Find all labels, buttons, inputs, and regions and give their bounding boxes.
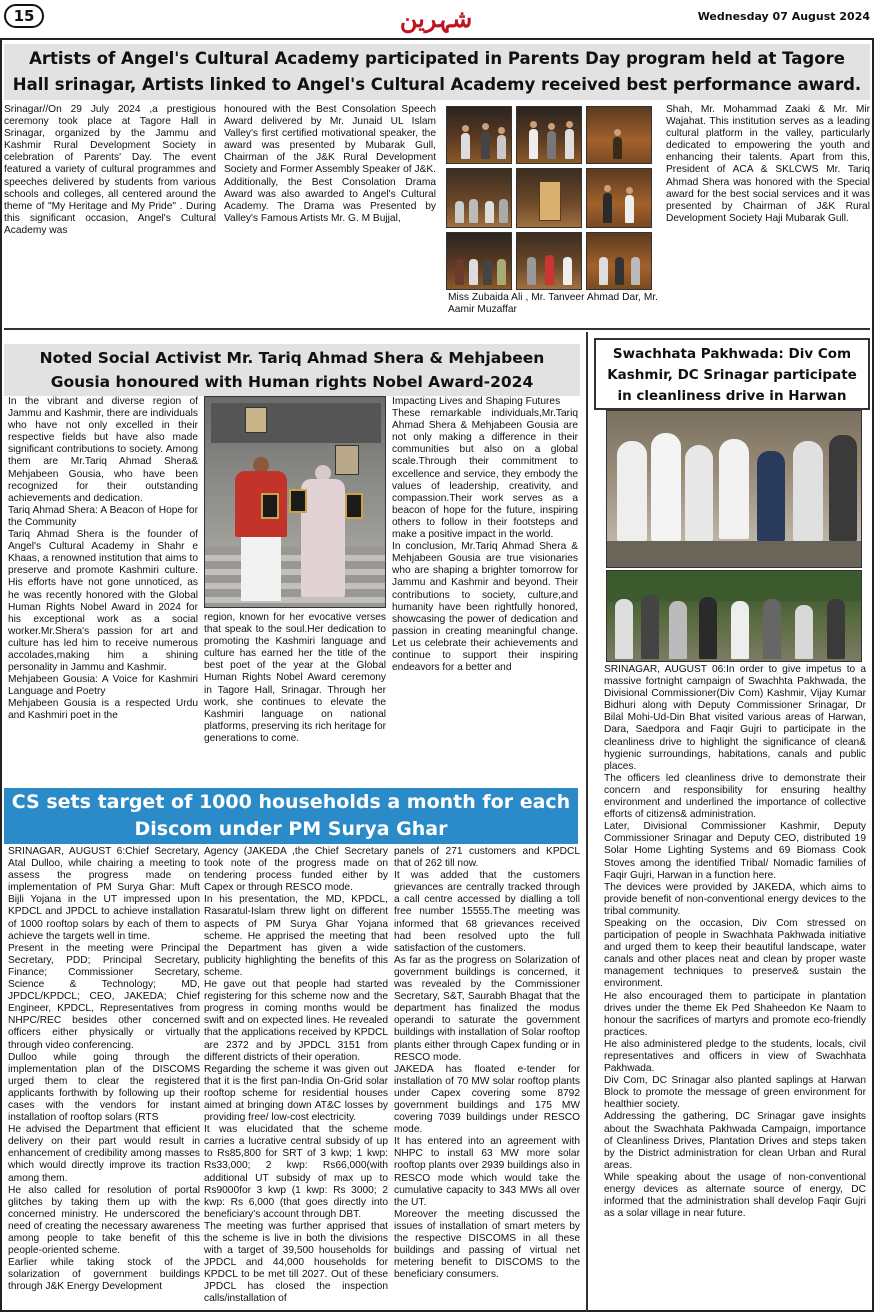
column-rule [586,332,588,1312]
stage-photo [446,106,512,164]
article1-photo-caption: Miss Zubaida Ali , Mr. Tanveer Ahmad Dar, Mr. Aamir Muzaffar [448,292,658,316]
article4-column-3: panels of 271 customers and KPDCL that of 262 till now. It was added that the customers grievances are centrally tracked through a call centre accessed by dialling a toll free number 15555.The meeting was informed that 68 grievances received had been resolved upto the full satisfaction of the customers. As far as the progress on Solarization of government buildings is concerned, it was revealed by the Commissioner Secretary, S&T, Saurabh Bhagat that the department has finalized the modus operandi to saturate the government buildings with installation of Solar rooftop plants either through Capex funding or in RESCO mode. JAKEDA has floated e-tender for installation of 70 MW solar rooftop plants under Capex covering some 8792 government buildings and 175 MW covering 7039 buildings under RESCO mode. It has entered into an agreement with NHPC to install 63 MW more solar rooftop plants over 2939 buildings also in RESCO mode which would take the cumulative capacity to 343 MWs all over the UT. Moreover the meeting discussed the issues of installation of smart meters by the respective DISCOMS in all these buildings and passing of virtual net metering benefit to DISCOMS to the beneficiary consumers. [394,846,580,1281]
article4-headline: CS sets target of 1000 households a month for each Discom under PM Surya Ghar [4,788,578,844]
article1-column-1: Srinagar//On 29 July 2024 ,a prestigious ceremony took place at Tagore Hall in Srinagar, organized by the Jammu and Kashmir Rural Development Society in celebration of Parents' Day. The event featured a variety of cultural programmes and speeches delivered by students from various schools and colleges, all centered around the theme of "My Heritage and My Pride" . During this significant occasion, Angel's Cultural Academy was [4,104,216,236]
stage-photo [586,168,652,228]
article1-column-3: Shah, Mr. Mohammad Zaaki & Mr. Mir Wajahat. This institution serves as a leading cultural platform in the valley, particularly dedicated to empowering the youth and enhancing their talents. Apart from this, President of ACA & SKLCWS Mr. Tariq Ahmad Shera was honored with the Special award for the best social services and it was presented by Chairman of J&K Rural Development Society Haji Mubarak Gull. [666,104,870,224]
stage-photo [516,232,582,290]
article1-photo-collage [446,106,660,290]
page-number: 15 [4,4,44,28]
masthead-logo: شہرین [399,4,473,33]
article4-column-1: SRINAGAR, AUGUST 6:Chief Secretary, Atal Dulloo, while chairing a meeting to assess the progress made on implementation of PM Surya Ghar: Muft Bijli Yojana in the UT impressed upon KPDCL and JPDCL to achieve installation of 1000 rooftop solars by each of them to achieve the targets well in time. Present in the meeting were Principal Secretary, PDD; Principal Secretary, Finance; Commissioner Secretary, Science & Technology; MD, JPDCL/KPDCL; CEO, JAKEDA; Chief Engineer, KPDCL, Representatives from NHPC/REC besides other concerned officers either physically or virtually through video conferencing. Dulloo while going through the implementation plan of the DISCOMS urged them to clear the registered applicants forthwith by following up their cases with the vendors for instant installation of rooftop solars (RTS He advised the Department that efficient delivery on their part would result in enhancement of credibility among masses which would directly improve its traction among them. He also called for resolution of portal glitches by taking them up with the concerned ministry. He underscored the need of creating the necessary awareness among people to take benefit of this people-oriented scheme. Earlier while taking stock of the solarization of government buildings through J&K Energy Development [8,846,200,1293]
dateline: Wednesday 07 August 2024 [697,10,870,23]
article2-headline: Noted Social Activist Mr. Tariq Ahmad Shera & Mehjabeen Gousia honoured with Human rights Nobel Award-2024 [4,344,580,396]
article4-column-2: Agency (JAKEDA ,the Chief Secretary took note of the progress made on tendering process funded either by Capex or through RESCO mode. In his presentation, the MD, KPDCL, Rasaratul-Islam threw light on different aspects of PM Surya Ghar Yojana scheme. He apprised the meeting that the Department has given a wide publicity highlighting the benefits of this scheme. He gave out that people had started registering for this scheme now and the progress in coming months would be swift and on expected lines. He revealed that the applications received by KPDCL are 2372 and by JPDCL 3151 from different districts of their operation. Regarding the scheme it was given out that it is the first pan-India On-Grid solar rooftop scheme for residential houses aimed at bringing down AT&C losses by providing free/ low-cost electricity. It was elucidated that the scheme carries a lucrative central subsidy of up to Rs85,800 for SRT of 3 kwp; 1 kwp: Rs33,000; 2 kwp: Rs66,000(with additional UT subsidy of max up to Rs9000for 3 kwp (1 kwp: Rs 3000; 2 kwp: Rs 6,000 (that goes directly into beneficiary's account through DBT. The meeting was further apprised that the scheme is live in both the divisions with a target of 39,500 households for JPDCL and 44,000 households for KPDCL to be met till 2027. Out of these JPDCL has closed the inspection calls/installation of [204,846,388,1305]
stage-photo [516,106,582,164]
article2-column-1: In the vibrant and diverse region of Jammu and Kashmir, there are individuals who have not only excelled in their respective fields but have also made significant contributions to society. Among them are Mr.Tariq Ahmad Shera& Mehjabeen Gousia, who have been recognized for their outstanding achievements and dedication. Tariq Ahmad Shera: A Beacon of Hope for the Community Tariq Ahmad Shera is the founder of Angel's Cultural Academy in Shahr e Khaas, a renowned institution that aims to preserve and promote Kashmiri culture. His efforts have not gone unnoticed, as he was recently honored with the Global Human Rights Nobel Award in 2024 for his exceptional work as a social worker.Mr.Shera's passion for art and culture has led him to receive numerous accolades,making him a shining personality in Jammu and Kashmir. Mehjabeen Gousia: A Voice for Kashmiri Language and Poetry Mehjabeen Gousia is a respected Urdu and Kashmiri poet in the [8,396,198,722]
stage-photo [446,168,512,228]
stage-photo [446,232,512,290]
article1-headline: Artists of Angel's Cultural Academy participated in Parents Day program held at Tagore Hall srinagar, Artists linked to Angel's Cultural Academy received best performance award. [4,44,870,100]
article3-body: SRINAGAR, AUGUST 06:In order to give impetus to a massive fortnight campaign of Swachhta Pakhwada, the Divisional Commissioner(Div Com) Kashmir, Vijay Kumar Bidhuri along with Deputy Commissioner Srinagar, Dr Bilal Mohi-Ud-Din Bhat visited various areas of Harwan, Dara, Saedpora and Faqir Gujri to participate in the cleanliness drive to highlight the significance of clean& hygienic surroundings, habitations, canals and public places. The officers led cleanliness drive to demonstrate their concern and responsibility for ensuring healthy environment and underlined the importance of collective efforts of citizens& administration. Later, Divisional Commissioner Kashmir, Deputy Commissioner Srinagar and Deputy CEO, distributed 19 Solar Home Lighting Systems and 69 Biomass Cook Stoves among the identified Tribal/ Nomadic families of Faqir Gujri, Harwan in a function here. The devices were provided by JAKEDA, which aims to provide benefit of non-conventional energy devices to the tribal community. Speaking on the occasion, Div Com stressed on participation of people in Swachhata Pakhwada initiative and urged them to keep their beautiful landscape, water canals and other places neat and clean by proper waste management techniques to preserve& sustain the environment. He also encouraged them to participate in plantation drives under the theme Ek Ped Shaheedon Ke Naam to honour the sacrifices of martyrs and promote eco-friendly practices. He also administered pledge to the students, locals, civil representatives and officers in view of Swachhata Pakhwada. Div Com, DC Srinagar also planted saplings at Harwan Block to promote the message of green environment for healthier society. Addressing the gathering, DC Srinagar gave insights about the Swachhata Pakhwada Campaign, importance of Cleanliness Drives, Plantation Drives and steps taken by the District administration for clean Urban and Rural areas. While speaking about the usage of non-conventional energy devices as alternate source of energy, DC informed that the administration shall develop Faqir Gujri as a solar village in near future. [604,664,866,1220]
section-divider [4,328,870,330]
award-photo [204,396,386,608]
pledge-photo [606,410,862,568]
stage-photo [516,168,582,228]
stage-photo [586,106,652,164]
article2-column-3: Impacting Lives and Shaping Futures These remarkable individuals,Mr.Tariq Ahmad Shera & Mehjabeen Gousia are not only making a difference in their communities but also on a global scale.Through their commitment to excellence and service, they embody the values of leadership, creativity, and compassion.Their work serves as a beacon of hope for the future, inspiring others to follow in their footsteps and make a positive impact in the world. In conclusion, Mr.Tariq Ahmad Shera & Mehjabeen Gousia are true visionaries who are shaping a brighter tomorrow for Jammu and Kashmir and beyond. Their contributions to society, culture,and humanity have been rightfully honored, showcasing the power of dedication and passion in creating meaningful change. Let us celebrate their achievements and continue to support their inspiring endeavors for a better and [392,396,578,674]
article1-column-2: honoured with the Best Consolation Speech Award delivered by Mr. Junaid UL Islam Valley's first certified motivational speaker, the award was presented by Mubarak Gull, Chairman of the J&K Rural Development Society and Former Assembly Speaker of J&K. Additionally, the Best Consolation Drama Award was also awarded to Angel's Cultural Academy. The Drama was Presented by Valley's Famous Artists Mr. G. M Bujjal, [224,104,436,224]
article2-column-2: region, known for her evocative verses that speak to the soul.Her dedication to promoting the Kashmiri language and culture has earned her the title of the best poet of the year at the Global Human Rights Nobel Award ceremony in Tagore Hall, Srinagar. Through her work, she continues to elevate the Kashmiri language on national platforms, preserving its rich heritage for generations to come. [204,612,386,744]
stage-photo [586,232,652,290]
gathering-photo [606,570,862,662]
article3-headline: Swachhata Pakhwada: Div Com Kashmir, DC Srinagar participate in cleanliness drive in Harwan [607,346,857,404]
